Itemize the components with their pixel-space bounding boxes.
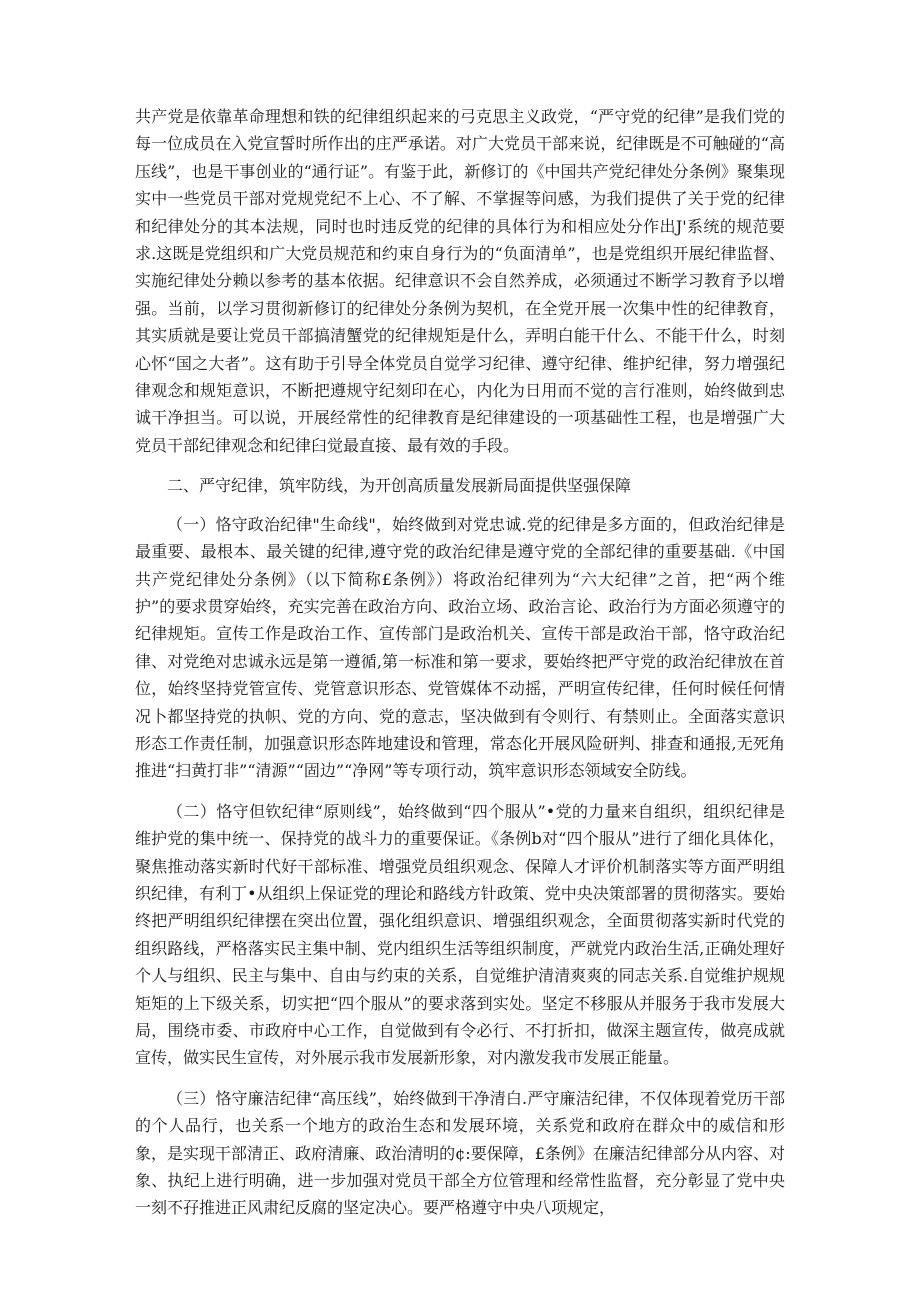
paragraph-political-discipline: （一）恪守政治纪律"生命线"，始终做到对党忠诚.党的纪律是多方面的，但政治纪律是最重要、最根本、最关键的纪律,遵守党的政治纪律是遵守党的全部纪律的重要基础.《中国共产党纪律处分条例》（以下简称£条例》）将政治纪律列为“六大纪律”之首，把“两个维护”的要求贯穿始终，充实完善在政治方向、政治立场、政治言论、政治行为方面必须遵守的纪律规矩。宣传工作是政治工作、宣传部门是政治机关、宣传干部是政治干部，恪守政治纪律、对党绝对忠诚永远是第一遵循,第一标准和第一要求，要始终把严守党的政治纪律放在首位，始终坚持党管宣传、党管意识形态、党管媒体不动摇，严明宣传纪律，任何时候任何情况卜都坚持党的执帜、党的方向、党的意志，坚决做到有令则行、有禁则止。全面落实意识形态工作责任制，加强意识形态阵地建设和管理，常态化开展风险研判、排查和通报,无死角推进“扫黄打非”“清源”“固边”“净网”等专项行动，筑牢意识形态领域安全防线。 [135, 514, 785, 781]
document-body [135, 103, 785, 1222]
section-heading: 二、严守纪律，筑牢防线，为开创高质量发展新局面提供坚强保障 [167, 476, 632, 496]
paragraph-organizational-discipline: （二）恪守但钦纪律“原则线”，始终做到“四个服从”•党的力量来自组织，组织纪律是维护党的集中统一、保持党的战斗力的重要保证。《条例b对“四个服从”进行了细化具体化，聚焦推动落实新时代好干部标准、增强党员组织观念、保障人才评价机制落实等方面严明组织纪律，有利丁•从组织上保证党的理论和路线方针政策、党中央决策部署的贯彻落实。要始终把严明组织纪律摆在突出位置，强化组织意识、增强组织观念，全面贯彻落实新时代党的组织路线，严格落实民主集中制、党内组织生活等组织制度，严就党内政治生活,正确处理好个人与组织、民主与集中、自由与约束的关系，自觉维护清清爽爽的同志关系.自觉维护规规矩矩的上下级关系，切实把“四个服从”的要求落到实处。坚定不移服从并服务于我市发展大局，围绕市委、市政府中心工作，自觉做到有令必行、不打折扣，做深主题宣传，做亮成就宣传，做实民生宣传，对外展示我市发展新形象，对内激发我市发展正能量。 [135, 801, 785, 1068]
paragraph-intro: 共产党是依靠革命理想和铁的纪律组织起来的弓克思主义政党，“严守党的纪律”是我们党的每一位成员在入党宣誓时所作出的庄严承诺。对广大党员干部来说，纪律既是不可触碰的“高压线”，也是干事创业的“通行证”。有鉴于此，新修订的《中国共产党纪律处分条例》聚集现实中一些党员干部对党规党纪不上心、不了解、不掌握等问感，为我们提供了关于党的纪律和纪律处分的其本法规，同时也时违反党的纪律的具体行为和相应处分作出J'系统的规范要求.这既是党组织和广大党员规范和约束自身行为的“负面清单”，也是党组织开展纪律监督、实施纪律处分赖以参考的基本依据。纪律意识不会自然养成，必须通过不断学习教育予以增强。当前，以学习贯彻新修订的纪律处分条例为契机，在全党开展一次集中性的纪律教育，其实质就是要让党员干部搞清蟹党的纪律规矩是什么，弄明白能干什么、不能干什么，时刻心怀“国之大者”。这有助于引导全体党员自觉学习纪律、遵守纪律、维护纪律，努力增强纪律观念和规矩意识，不断把遵规守纪刻印在心，内化为日用而不觉的言行准则，始终做到忠诚干净担当。可以说，开展经常性的纪律教育是纪律建设的一项基础性工程，也是增强广大党员干部纪律观念和纪律臼觉最直接、最有效的手段。 [135, 107, 785, 455]
paragraph-integrity-discipline: （三）恪守廉洁纪律“高压线”，始终做到干净清白.严守廉洁纪律，不仅体现着党历干部的个人品行，也关系一个地方的政治生态和发展环境，关系党和政府在群众中的威信和形象，是实现干部清正、政府清廉、政治清明的¢:要保障，£条例》在廉洁纪律部分从内容、对象、执纪上进行明确，进一步加强对党员干部全方位管理和经常性监督，充分彰显了党中央一刻不孖推进正风肃纪反腐的坚定决心。要严格遵守中央八项规定， [135, 1088, 785, 1218]
